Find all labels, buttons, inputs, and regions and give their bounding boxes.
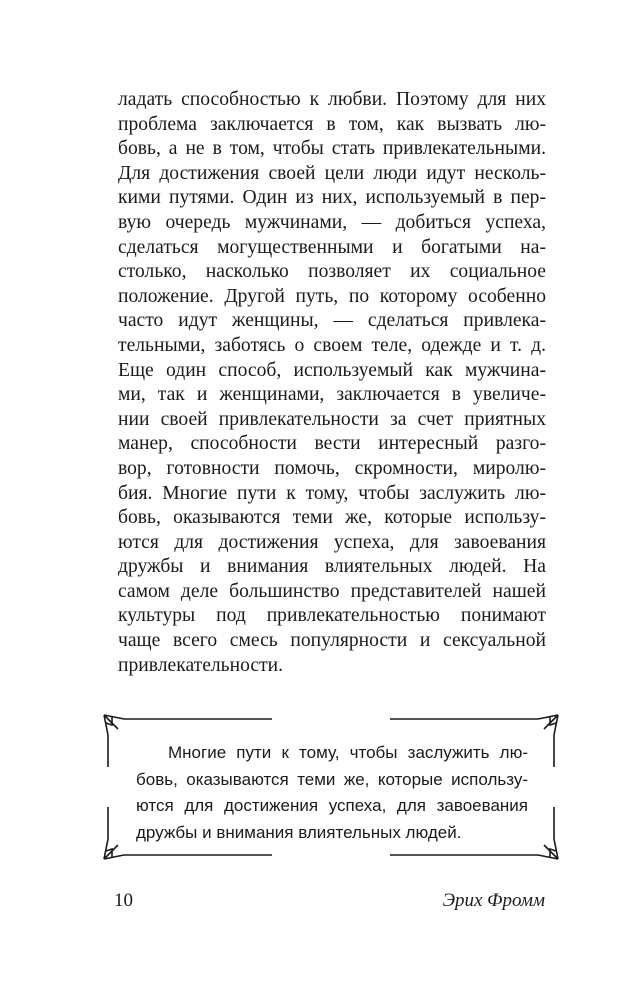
body-line: вую очередь мужчинами, — добиться успеха, (118, 211, 546, 233)
body-line: ми, так и женщинами, заключается в увеличе- (118, 384, 546, 406)
body-line: бовь, оказываются теми же, которые использу- (118, 507, 546, 529)
body-line: бия. Многие пути к тому, чтобы заслужить лю- (118, 482, 546, 504)
body-line: привлекательности. (118, 654, 284, 676)
pull-quote (136, 740, 528, 846)
page-number: 10 (114, 890, 133, 911)
body-line: часто идут женщины, — сделаться привлека- (118, 310, 546, 332)
body-text (118, 88, 546, 678)
pull-quote-line: бовь, оказываются теми же, которые использу- (136, 769, 528, 789)
body-line: тельными, заботясь о своем теле, одежде и т. д. (118, 334, 546, 356)
pull-quote-line: дружбы и внимания влиятельных людей. (136, 822, 462, 842)
pull-quote-line: Многие пути к тому, чтобы заслужить лю- (168, 743, 528, 762)
body-line: нии своей привлекательности за счет приятных (118, 408, 546, 430)
body-line: ются для достижения успеха, для завоевания (118, 531, 546, 553)
body-line: положение. Другой путь, по которому особенно (118, 285, 546, 307)
body-line: самом деле большинство представителей нашей (118, 580, 546, 602)
body-line: чаще всего смесь популярности и сексуальной (118, 630, 546, 652)
body-line: Еще один способ, используемый как мужчина- (118, 359, 546, 381)
body-line: манер, способности вести интересный разго- (118, 433, 546, 455)
body-line: столько, насколько позволяет их социальное (118, 261, 546, 283)
pull-quote-line: ются для достижения успеха, для завоевания (136, 796, 528, 815)
body-line: бовь, а не в том, чтобы стать привлекательными. (118, 138, 546, 160)
body-line: ладать способностью к любви. Поэтому для них (118, 89, 546, 110)
running-footer-author: Эрих Фромм (442, 890, 545, 911)
body-line: дружбы и внимания влиятельных людей. На (118, 556, 546, 578)
body-line: культуры под привлекательностью понимают (118, 605, 546, 627)
body-line: сделаться могущественными и богатыми на- (118, 236, 546, 258)
body-line: Для достижения своей цели люди идут несколь- (118, 162, 546, 184)
body-line: кими путями. Один из них, используемый в пер- (118, 187, 546, 209)
body-line: проблема заключается в том, как вызвать лю- (118, 113, 546, 135)
body-line: вор, готовности помочь, скромности, миролю- (118, 457, 546, 479)
